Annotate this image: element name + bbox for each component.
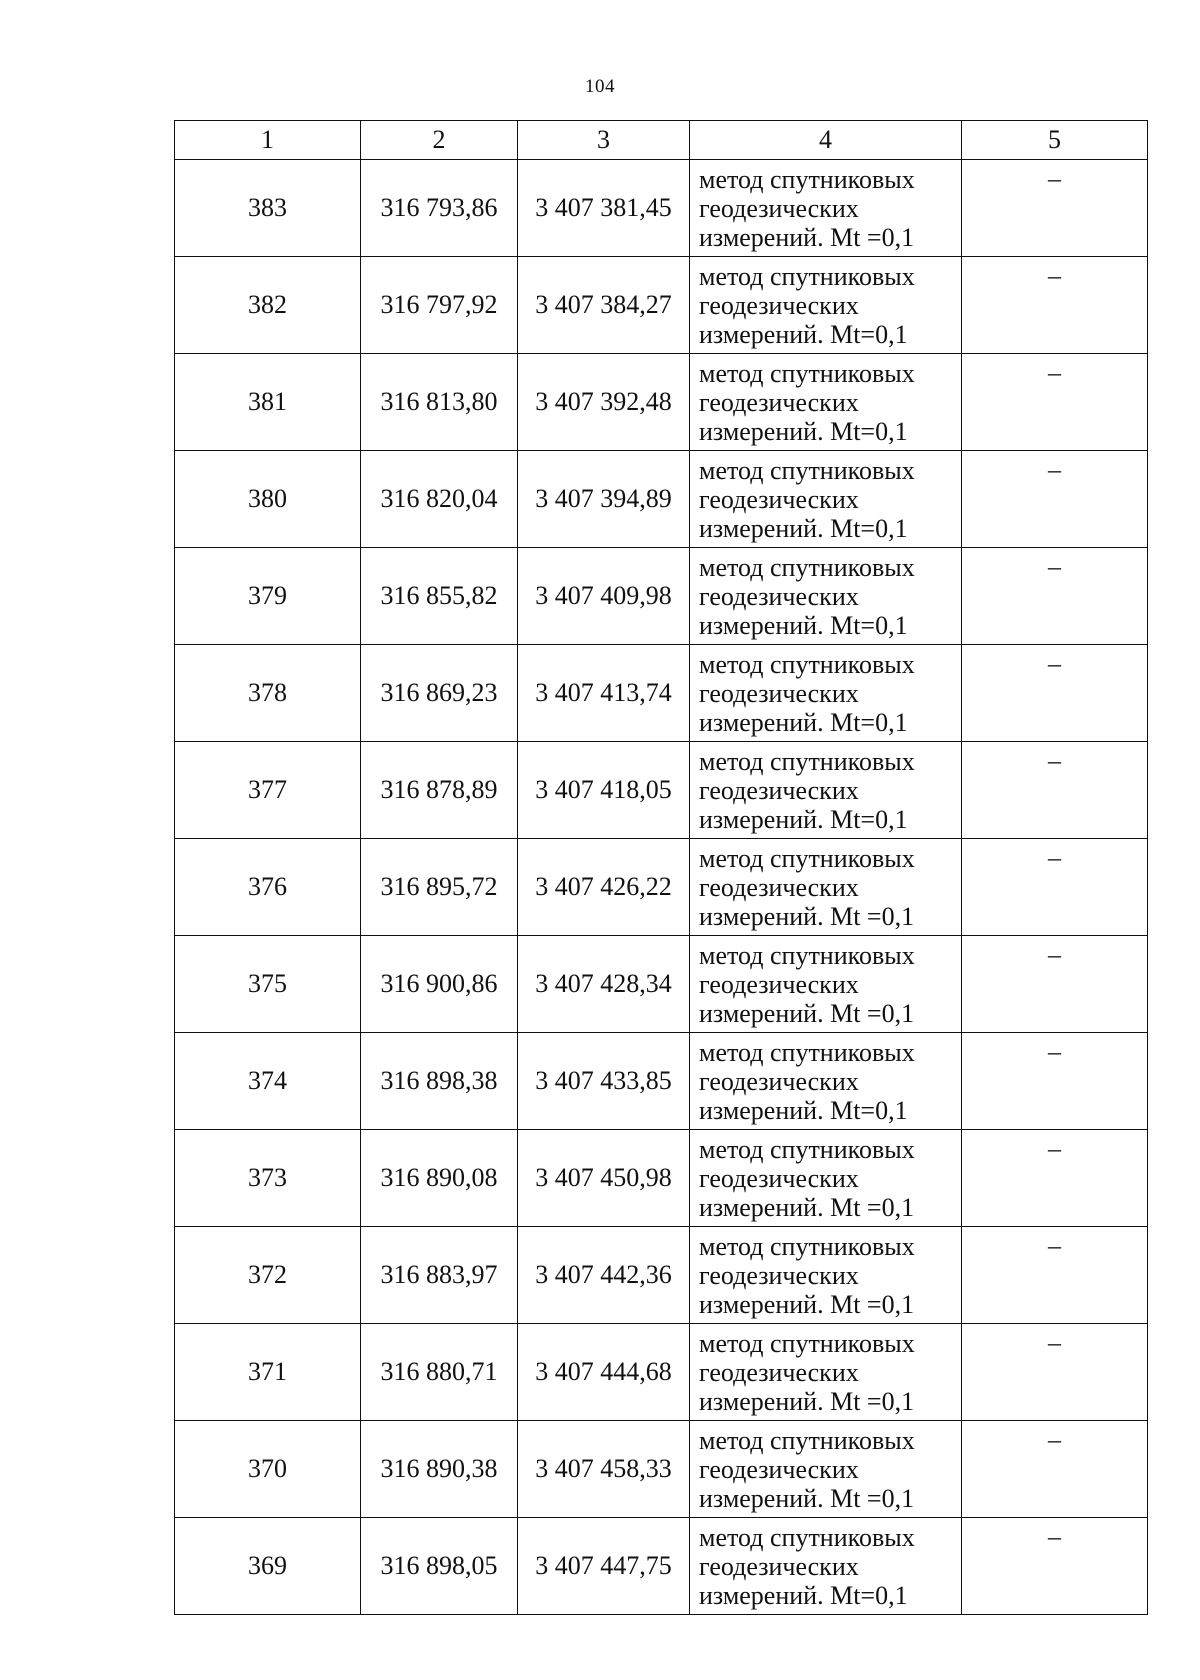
- y-coordinate-cell: 3 407 409,98: [518, 548, 690, 645]
- x-coordinate-cell: 316 898,05: [361, 1518, 518, 1615]
- coordinates-table: [174, 120, 1148, 1615]
- method-cell: метод спутниковых геодезических измерений. Mt =0,1: [690, 1130, 962, 1227]
- table-row: [175, 1227, 1148, 1324]
- note-cell: –: [962, 548, 1148, 645]
- note-cell: –: [962, 742, 1148, 839]
- point-number-cell: 378: [175, 645, 361, 742]
- method-cell: метод спутниковых геодезических измерений. Mt=0,1: [690, 548, 962, 645]
- x-coordinate-cell: 316 820,04: [361, 451, 518, 548]
- note-cell: –: [962, 354, 1148, 451]
- method-cell: метод спутниковых геодезических измерений. Mt=0,1: [690, 1033, 962, 1130]
- y-coordinate-cell: 3 407 428,34: [518, 936, 690, 1033]
- point-number-cell: 382: [175, 257, 361, 354]
- header-col-1: 1: [175, 121, 361, 160]
- x-coordinate-cell: 316 878,89: [361, 742, 518, 839]
- method-cell: метод спутниковых геодезических измерений. Mt=0,1: [690, 1518, 962, 1615]
- header-row: [175, 121, 1148, 160]
- y-coordinate-cell: 3 407 413,74: [518, 645, 690, 742]
- x-coordinate-cell: 316 797,92: [361, 257, 518, 354]
- table-row: [175, 257, 1148, 354]
- note-cell: –: [962, 839, 1148, 936]
- x-coordinate-cell: 316 895,72: [361, 839, 518, 936]
- point-number-cell: 380: [175, 451, 361, 548]
- y-coordinate-cell: 3 407 442,36: [518, 1227, 690, 1324]
- y-coordinate-cell: 3 407 458,33: [518, 1421, 690, 1518]
- method-cell: метод спутниковых геодезических измерений. Mt =0,1: [690, 160, 962, 257]
- method-cell: метод спутниковых геодезических измерений. Mt =0,1: [690, 1421, 962, 1518]
- note-cell: –: [962, 1518, 1148, 1615]
- note-cell: –: [962, 645, 1148, 742]
- point-number-cell: 375: [175, 936, 361, 1033]
- y-coordinate-cell: 3 407 433,85: [518, 1033, 690, 1130]
- y-coordinate-cell: 3 407 450,98: [518, 1130, 690, 1227]
- x-coordinate-cell: 316 898,38: [361, 1033, 518, 1130]
- header-col-4: 4: [690, 121, 962, 160]
- x-coordinate-cell: 316 890,38: [361, 1421, 518, 1518]
- point-number-cell: 369: [175, 1518, 361, 1615]
- x-coordinate-cell: 316 883,97: [361, 1227, 518, 1324]
- table-row: [175, 645, 1148, 742]
- x-coordinate-cell: 316 793,86: [361, 160, 518, 257]
- y-coordinate-cell: 3 407 444,68: [518, 1324, 690, 1421]
- point-number-cell: 383: [175, 160, 361, 257]
- point-number-cell: 373: [175, 1130, 361, 1227]
- point-number-cell: 372: [175, 1227, 361, 1324]
- method-cell: метод спутниковых геодезических измерений. Mt =0,1: [690, 936, 962, 1033]
- point-number-cell: 374: [175, 1033, 361, 1130]
- note-cell: –: [962, 936, 1148, 1033]
- method-cell: метод спутниковых геодезических измерений. Mt=0,1: [690, 354, 962, 451]
- page-number: 104: [585, 76, 615, 97]
- note-cell: –: [962, 1227, 1148, 1324]
- header-col-2: 2: [361, 121, 518, 160]
- table-row: [175, 1033, 1148, 1130]
- point-number-cell: 370: [175, 1421, 361, 1518]
- table-row: [175, 160, 1148, 257]
- method-cell: метод спутниковых геодезических измерений. Mt=0,1: [690, 645, 962, 742]
- note-cell: –: [962, 257, 1148, 354]
- table-row: [175, 742, 1148, 839]
- table-header: [175, 121, 1148, 160]
- x-coordinate-cell: 316 869,23: [361, 645, 518, 742]
- table-row: [175, 548, 1148, 645]
- table-body: [175, 160, 1148, 1615]
- table-row: [175, 839, 1148, 936]
- table-row: [175, 354, 1148, 451]
- y-coordinate-cell: 3 407 426,22: [518, 839, 690, 936]
- header-col-5: 5: [962, 121, 1148, 160]
- point-number-cell: 377: [175, 742, 361, 839]
- x-coordinate-cell: 316 900,86: [361, 936, 518, 1033]
- note-cell: –: [962, 1033, 1148, 1130]
- x-coordinate-cell: 316 880,71: [361, 1324, 518, 1421]
- x-coordinate-cell: 316 855,82: [361, 548, 518, 645]
- point-number-cell: 379: [175, 548, 361, 645]
- note-cell: –: [962, 1130, 1148, 1227]
- method-cell: метод спутниковых геодезических измерений. Mt =0,1: [690, 1324, 962, 1421]
- method-cell: метод спутниковых геодезических измерений. Mt=0,1: [690, 257, 962, 354]
- note-cell: –: [962, 160, 1148, 257]
- method-cell: метод спутниковых геодезических измерений. Mt =0,1: [690, 1227, 962, 1324]
- table-row: [175, 1421, 1148, 1518]
- point-number-cell: 371: [175, 1324, 361, 1421]
- header-col-3: 3: [518, 121, 690, 160]
- method-cell: метод спутниковых геодезических измерений. Mt=0,1: [690, 451, 962, 548]
- point-number-cell: 381: [175, 354, 361, 451]
- y-coordinate-cell: 3 407 381,45: [518, 160, 690, 257]
- table-row: [175, 1130, 1148, 1227]
- table-row: [175, 1518, 1148, 1615]
- table-row: [175, 451, 1148, 548]
- note-cell: –: [962, 1421, 1148, 1518]
- y-coordinate-cell: 3 407 392,48: [518, 354, 690, 451]
- y-coordinate-cell: 3 407 384,27: [518, 257, 690, 354]
- table-row: [175, 1324, 1148, 1421]
- method-cell: метод спутниковых геодезических измерений. Mt=0,1: [690, 742, 962, 839]
- table-row: [175, 936, 1148, 1033]
- y-coordinate-cell: 3 407 447,75: [518, 1518, 690, 1615]
- x-coordinate-cell: 316 890,08: [361, 1130, 518, 1227]
- point-number-cell: 376: [175, 839, 361, 936]
- note-cell: –: [962, 451, 1148, 548]
- x-coordinate-cell: 316 813,80: [361, 354, 518, 451]
- method-cell: метод спутниковых геодезических измерений. Mt =0,1: [690, 839, 962, 936]
- note-cell: –: [962, 1324, 1148, 1421]
- y-coordinate-cell: 3 407 394,89: [518, 451, 690, 548]
- y-coordinate-cell: 3 407 418,05: [518, 742, 690, 839]
